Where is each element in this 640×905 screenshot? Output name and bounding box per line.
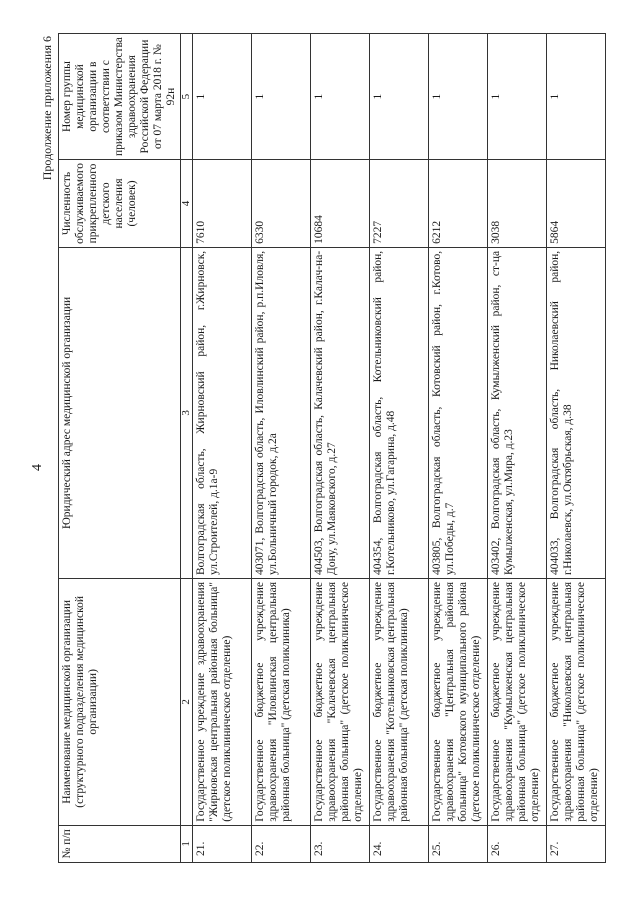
row-number: 27. (547, 825, 606, 862)
org-name: Государственное бюджетное учреждение здравоохранения "Центральная районная больница" Котовского муниципального района (детское поликлиническое отделение) (429, 579, 488, 826)
org-name: Государственное бюджетное учреждение здравоохранения "Иловлинская центральная районная больница" (детская поликлиника) (252, 579, 311, 826)
group-number: 1 (429, 34, 488, 160)
population: 7610 (193, 160, 252, 248)
continuation-note: Продолжение приложения 6 (40, 36, 54, 181)
group-number: 1 (252, 34, 311, 160)
legal-address: 404033, Волгоградская область, Николаевский район, г.Николаевск, ул.Октябрьская, д.38 (547, 247, 606, 578)
population: 3038 (488, 160, 547, 248)
header-population: Численность обслуживаемого прикрепленного детского населения (человек) (59, 160, 181, 248)
row-number: 26. (488, 825, 547, 862)
table-row (193, 34, 252, 863)
header-legal-address: Юридический адрес медицинской организации (59, 247, 181, 578)
header-number: № п/п (59, 825, 181, 862)
legal-address: 404503, Волгоградская область, Калачевский район, г.Калач-на-Дону, ул.Маяковского, д.27 (311, 247, 370, 578)
group-number: 1 (311, 34, 370, 160)
row-number: 24. (370, 825, 429, 862)
column-number: 5 (181, 34, 193, 160)
group-number: 1 (488, 34, 547, 160)
table-row (311, 34, 370, 863)
legal-address: 403402, Волгоградская область, Кумылженский район, ст-ца Кумылженская, ул.Мира, д.23 (488, 247, 547, 578)
org-name: Государственное бюджетное учреждение здравоохранения "Калачевская центральная районная больница" (детское поликлиническое отделение) (311, 579, 370, 826)
legal-address: 403805, Волгоградская область, Котовский район, г.Котово, ул.Победы, д.7 (429, 247, 488, 578)
legal-address: 403071, Волгоградская область, Иловлинский район, р.п.Иловля, ул.Больничный городок, д.2а (252, 247, 311, 578)
org-name: Государственное бюджетное учреждение здравоохранения "Кумылженская центральная районная больница" (детское поликлиническое отделение) (488, 579, 547, 826)
column-number: 1 (181, 825, 193, 862)
table-row (488, 34, 547, 863)
table-row (370, 34, 429, 863)
group-number: 1 (547, 34, 606, 160)
org-name: Государственное бюджетное учреждение здравоохранения "Николаевская центральная районная больница" (детское поликлиническое отделение) (547, 579, 606, 826)
population: 6330 (252, 160, 311, 248)
table-row (252, 34, 311, 863)
legal-address: 404354, Волгоградская область, Котельниковский район, г.Котельниково, ул.Гагарина, д.48 (370, 247, 429, 578)
population: 7227 (370, 160, 429, 248)
org-name: Государственное бюджетное учреждение здравоохранения "Котельниковская центральная районная больница" (детская поликлиника) (370, 579, 429, 826)
legal-address: Волгоградская область, Жирновский район, г.Жирновск, ул.Строителей, д.1а-9 (193, 247, 252, 578)
row-number: 21. (193, 825, 252, 862)
group-number: 1 (193, 34, 252, 160)
column-number: 4 (181, 160, 193, 248)
org-name: Государственное учреждение здравоохранения "Жирновская центральная районная больница" (детское поликлиническое отделение) (193, 579, 252, 826)
row-number: 22. (252, 825, 311, 862)
table-header-row (59, 34, 181, 863)
column-number-row (181, 34, 193, 863)
page-number: 4 (30, 464, 45, 471)
medical-organizations-table (58, 33, 606, 863)
table-row (429, 34, 488, 863)
header-group-number: Номер группы медицинской организации в соответствии с приказом Министерства здравоохранения Российской Федерации от 07 марта 2018 г. № 92н (59, 34, 181, 160)
column-number: 2 (181, 579, 193, 826)
population: 10684 (311, 160, 370, 248)
population: 5864 (547, 160, 606, 248)
group-number: 1 (370, 34, 429, 160)
column-number: 3 (181, 247, 193, 578)
header-org-name: Наименование медицинской организации (структурного подразделения медицинской организации) (59, 579, 181, 826)
row-number: 25. (429, 825, 488, 862)
row-number: 23. (311, 825, 370, 862)
population: 6212 (429, 160, 488, 248)
table-row (547, 34, 606, 863)
